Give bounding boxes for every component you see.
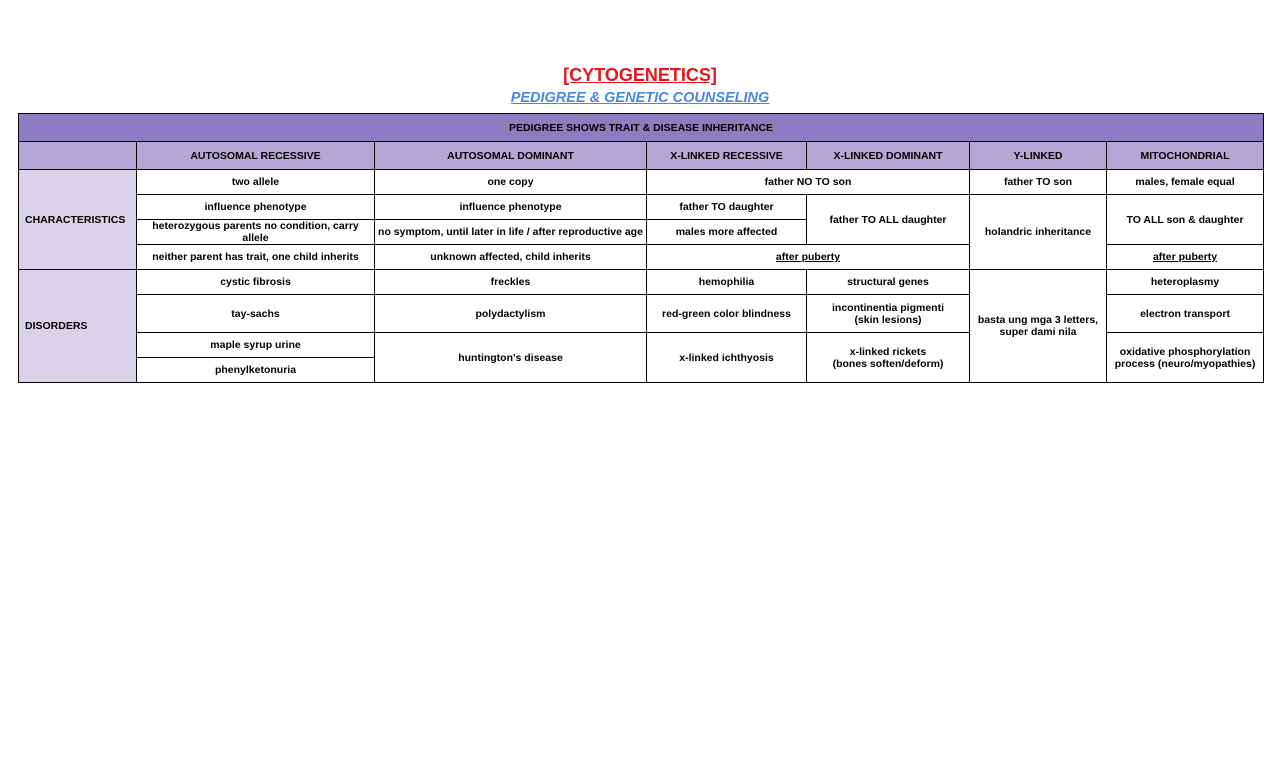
table-cell: males more affected (647, 220, 807, 245)
table-cell: neither parent has trait, one child inherits (137, 245, 375, 270)
table-row (19, 195, 1264, 220)
table-cell: males, female equal (1107, 170, 1264, 195)
table-cell: x-linked ichthyosis (647, 333, 807, 383)
inheritance-table (18, 113, 1264, 383)
table-cell: huntington's disease (375, 333, 647, 383)
table-cell: hemophilia (647, 270, 807, 295)
table-row (19, 170, 1264, 195)
table-cell: x-linked rickets (bones soften/deform) (807, 333, 970, 383)
table-cell: no symptom, until later in life / after reproductive age (375, 220, 647, 245)
table-cell: after puberty (1107, 245, 1264, 270)
table-cell: polydactylism (375, 295, 647, 333)
column-header-empty (19, 142, 137, 170)
table-cell: influence phenotype (375, 195, 647, 220)
table-cell: influence phenotype (137, 195, 375, 220)
column-header-x-linked-recessive: X-LINKED RECESSIVE (647, 142, 807, 170)
table-cell: father TO ALL daughter (807, 195, 970, 245)
column-header-row (19, 142, 1264, 170)
column-header-autosomal-recessive: AUTOSOMAL RECESSIVE (137, 142, 375, 170)
table-cell: structural genes (807, 270, 970, 295)
table-cell: father TO daughter (647, 195, 807, 220)
column-header-mitochondrial: MITOCHONDRIAL (1107, 142, 1264, 170)
table-cell: holandric inheritance (970, 195, 1107, 270)
row-label-characteristics: CHARACTERISTICS (19, 170, 137, 270)
row-label-disorders: DISORDERS (19, 270, 137, 383)
table-cell: basta ung mga 3 letters, super dami nila (970, 270, 1107, 383)
table-cell: father NO TO son (647, 170, 970, 195)
table-cell: one copy (375, 170, 647, 195)
table-cell: tay-sachs (137, 295, 375, 333)
table-row (19, 270, 1264, 295)
document-title: [CYTOGENETICS] (563, 65, 717, 85)
table-cell: two allele (137, 170, 375, 195)
column-header-x-linked-dominant: X-LINKED DOMINANT (807, 142, 970, 170)
table-banner: PEDIGREE SHOWS TRAIT & DISEASE INHERITANCE (19, 114, 1264, 142)
table-cell: maple syrup urine (137, 333, 375, 358)
table-cell: cystic fibrosis (137, 270, 375, 295)
table-cell: freckles (375, 270, 647, 295)
table-cell: heterozygous parents no condition, carry allele (137, 220, 375, 245)
table-cell: electron transport (1107, 295, 1264, 333)
table-cell: TO ALL son & daughter (1107, 195, 1264, 245)
table-cell: after puberty (647, 245, 970, 270)
table-cell: heteroplasmy (1107, 270, 1264, 295)
table-cell: incontinentia pigmenti (skin lesions) (807, 295, 970, 333)
table-cell: father TO son (970, 170, 1107, 195)
document-subtitle: PEDIGREE & GENETIC COUNSELING (510, 90, 770, 106)
table-cell: unknown affected, child inherits (375, 245, 647, 270)
table-cell: red-green color blindness (647, 295, 807, 333)
column-header-autosomal-dominant: AUTOSOMAL DOMINANT (375, 142, 647, 170)
table-cell: phenylketonuria (137, 358, 375, 383)
column-header-y-linked: Y-LINKED (970, 142, 1107, 170)
table-cell: oxidative phosphorylation process (neuro/myopathies) (1107, 333, 1264, 383)
